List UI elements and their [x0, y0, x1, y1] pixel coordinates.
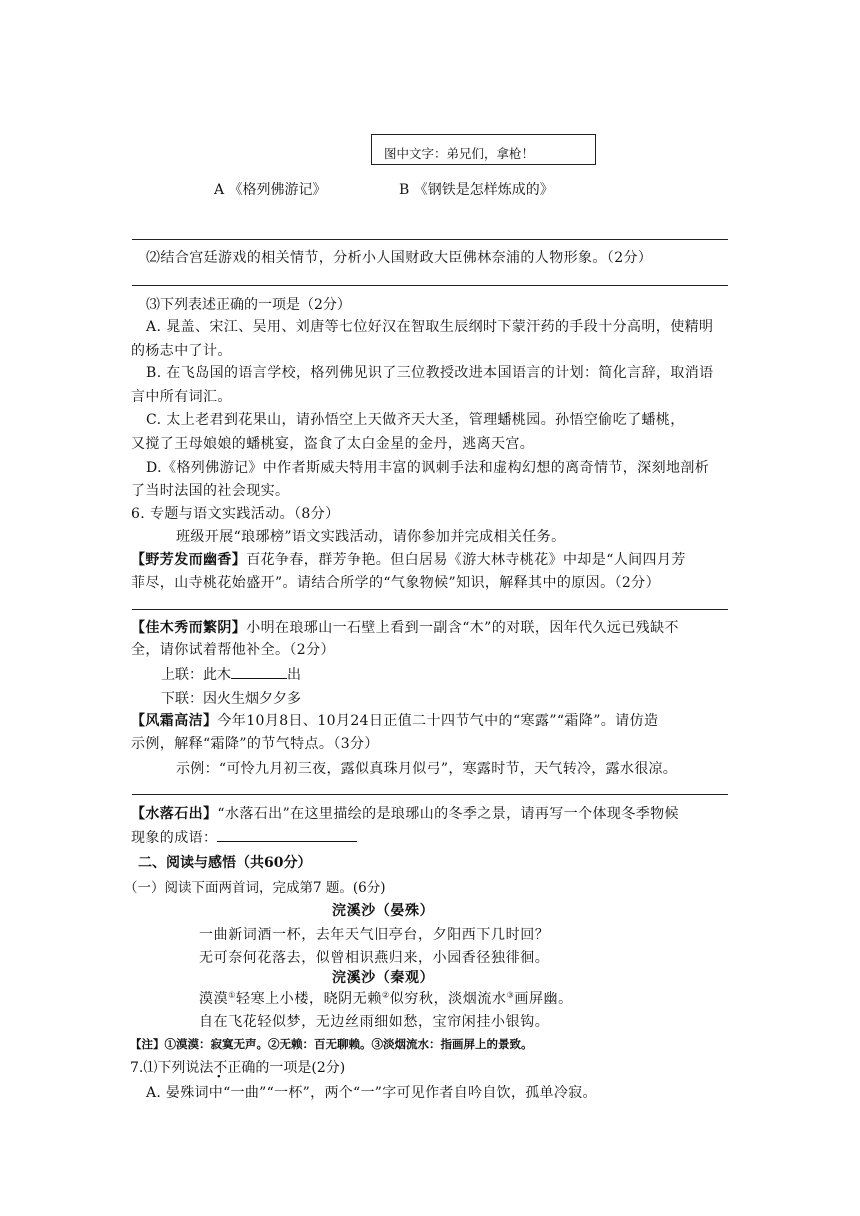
answer-line — [132, 239, 728, 240]
section-wildflowers-title: 【野芳发而幽香】 — [131, 552, 247, 568]
couplet-upper — [161, 664, 301, 684]
part-1-heading: （一）阅读下面两首词，完成第7 题。(6分) — [124, 880, 386, 896]
section-water-title: 【水落石出】 — [131, 806, 218, 822]
section-2-heading: 二、阅读与感悟（共60分） — [138, 855, 312, 871]
section-water-text: “水落石出”在这里描绘的是琅琊山的冬季之景，请再写一个体现冬季物候 — [217, 806, 679, 822]
couplet-lower: 下联：因火生烟夕夕多 — [161, 691, 301, 707]
section-water-text2: 现象的成语： — [131, 830, 218, 846]
section-wildflowers-text: 百花争春，群芳争艳。但白居易《游大林寺桃花》中却是“人间四月芳 — [246, 552, 686, 568]
section-trees — [131, 616, 731, 640]
idiom-blank[interactable] — [217, 827, 357, 842]
question-6-stem: 6. 专题与语文实践活动。（8分） — [131, 506, 340, 522]
couplet-blank[interactable] — [231, 664, 287, 679]
section-frost-text2: 示例，解释“霜降”的节气特点。（3分） — [131, 736, 379, 752]
section-frost-title: 【风霜高洁】 — [131, 713, 218, 729]
question-7-text: 正确的一项是(2分) — [227, 1060, 346, 1076]
section-frost — [131, 709, 731, 733]
question-6-intro: 班级开展“琅琊榜”语文实践活动，请你参加并完成相关任务。 — [176, 529, 566, 545]
section-wildflowers — [131, 548, 731, 572]
poem-2-title: 浣溪沙（秦观） — [332, 970, 435, 986]
footnote-marker: ① — [228, 990, 236, 1000]
poem-1-line1: 一曲新词酒一杯，去年天气旧亭台，夕阳西下几时回？ — [199, 927, 550, 943]
section-frost-text: 今年10月8日、10月24日正值二十四节气中的“寒露”“霜降”。请仿造 — [217, 713, 659, 729]
poem-1-line2: 无可奈何花落去，似曾相识燕归来，小园香径独徘徊。 — [199, 950, 550, 966]
section-trees-text: 小明在琅琊山一石壁上看到一副含“木”的对联，因年代久远已残缺不 — [246, 620, 679, 636]
section-water-line2 — [131, 826, 731, 850]
question-7-stem — [130, 1057, 345, 1077]
option-3b-line2: 言中所有词汇。 — [131, 389, 232, 405]
option-3d-line1: D.《格列佛游记》中作者斯威夫特用丰富的讽刺手法和虚构幻想的离奇情节，深刻地剖析 — [146, 460, 710, 476]
poem-2-text: 漠漠 — [199, 991, 229, 1007]
poem-2-text: 轻寒上小楼，晓阴无赖 — [235, 991, 382, 1007]
section-frost-example: 示例：“可怜九月初三夜，露似真珠月似弓”，寒露时节，天气转冷，露水很凉。 — [176, 761, 678, 777]
option-3b-line1: B. 在飞岛国的语言学校，格列佛见识了三位教授改进本国语言的计划：简化言辞，取消语 — [146, 365, 714, 381]
option-3c-line1: C. 太上老君到花果山，请孙悟空上天做齐天大圣，管理蟠桃园。孙悟空偷吃了蟠桃， — [146, 412, 685, 428]
option-3a-line1: A. 晁盖、宋江、吴用、刘唐等七位好汉在智取生辰纲时下蒙汗药的手段十分高明，使精明 — [146, 319, 714, 335]
poem-notes: 【注】①漠漠：寂寞无声。②无赖：百无聊赖。③淡烟流水：指画屏上的景致。 — [130, 1037, 533, 1051]
couplet-upper-end: 出 — [287, 667, 301, 683]
answer-line — [132, 285, 728, 286]
poem-2-text: 似穷秋，淡烟流水 — [389, 991, 507, 1007]
section-trees-title: 【佳木秀而繁阴】 — [131, 620, 247, 636]
option-3a-line2: 的杨志中了计。 — [131, 343, 232, 359]
option-a: A 《格列佛游记》 — [214, 182, 327, 198]
question-2: ⑵结合宫廷游戏的相关情节，分析小人国财政大臣佛林奈浦的人物形象。（2分） — [146, 250, 653, 266]
option-b: B 《钢铁是怎样炼成的》 — [399, 182, 554, 198]
couplet-upper-label: 上联：此木 — [161, 667, 231, 683]
poem-2-text: 画屏幽。 — [514, 991, 573, 1007]
question-3-stem: ⑶下列表述正确的一项是（2分） — [146, 297, 351, 313]
poem-2-line2: 自在飞花轻似梦，无边丝雨细如愁，宝帘闲挂小银钩。 — [199, 1014, 550, 1030]
answer-line — [132, 609, 728, 610]
footnote-marker: ② — [381, 990, 390, 1000]
option-3d-line2: 了当时法国的社会现实。 — [131, 483, 290, 499]
poem-2-line1 — [199, 988, 573, 1008]
figure-caption: 图中文字：弟兄们，拿枪！ — [384, 146, 535, 161]
section-trees-text2: 全，请你试着帮他补全。（2分） — [131, 642, 335, 658]
section-water — [131, 802, 731, 826]
section-wildflowers-text2: 菲尽，山寺桃花始盛开”。请结合所学的“气象物候”知识，解释其中的原因。（2分） — [131, 575, 660, 591]
footnote-marker: ③ — [506, 990, 515, 1000]
option-7a: A. 晏殊词中“一曲”“一杯”，两个“一”字可见作者自吟自饮，孤单冷寂。 — [146, 1085, 597, 1101]
question-7-emphasis: 不 — [213, 1060, 228, 1076]
poem-1-title: 浣溪沙（晏殊） — [332, 903, 435, 919]
answer-line — [132, 794, 728, 795]
question-7-text: 7.⑴下列说法 — [130, 1060, 214, 1076]
option-3c-line2: 又搅了王母娘娘的蟠桃宴，盗食了太白金星的金丹，逃离天宫。 — [131, 436, 535, 452]
figure-caption-box — [371, 134, 596, 165]
